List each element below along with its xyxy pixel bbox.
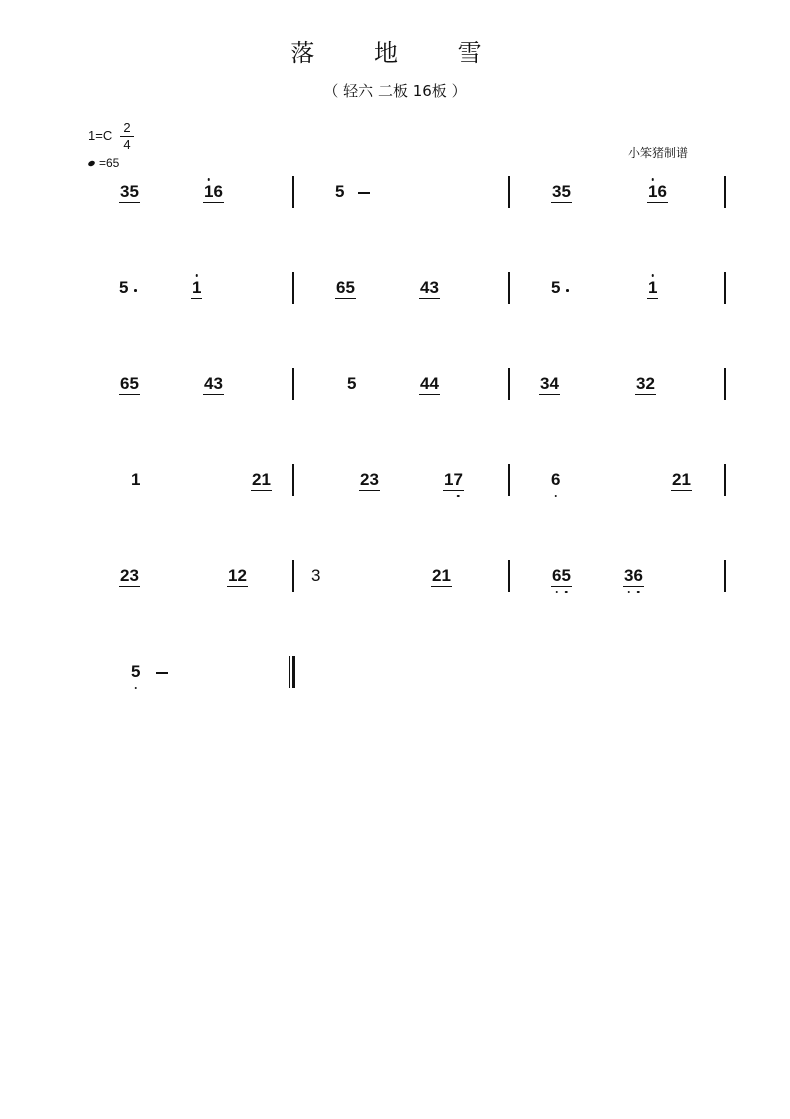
bar-line <box>508 272 510 304</box>
time-signature-numerator: 2 <box>120 120 134 137</box>
note-group: 23 <box>120 566 139 585</box>
final-barline <box>289 656 295 688</box>
time-signature <box>120 120 134 153</box>
score-row-4 <box>0 464 790 504</box>
note-group: 21 <box>672 470 691 489</box>
time-signature-denominator: 4 <box>123 137 131 152</box>
tempo-value: =65 <box>99 156 120 170</box>
score-row-1 <box>0 176 790 216</box>
note: 1 <box>131 470 141 489</box>
note-group: 32 <box>636 374 655 393</box>
note: 6 <box>551 470 561 489</box>
note-group: 35 <box>552 182 571 201</box>
score-row-5 <box>0 560 790 600</box>
extension-dash <box>358 192 370 194</box>
score-row-2 <box>0 272 790 312</box>
note-group: 43 <box>204 374 223 393</box>
note-group: 16 <box>204 182 223 201</box>
note-group: 34 <box>540 374 559 393</box>
bar-line <box>292 368 294 400</box>
bar-line <box>292 272 294 304</box>
augmentation-dot <box>566 289 569 292</box>
augmentation-dot <box>134 289 137 292</box>
arranger-credit: 小笨猪制谱 <box>628 146 689 160</box>
key-signature: 1=C <box>88 128 113 143</box>
score-row-3 <box>0 368 790 408</box>
note-group: 23 <box>360 470 379 489</box>
bar-line <box>508 464 510 496</box>
note-group: 12 <box>228 566 247 585</box>
bar-line <box>724 272 726 304</box>
score-title: 落 地 雪 <box>290 39 508 67</box>
note: 3 <box>311 566 321 585</box>
note: 5 <box>335 182 345 201</box>
note-group: 21 <box>432 566 451 585</box>
bar-line <box>508 176 510 208</box>
note-group: 1 <box>648 278 658 297</box>
bar-line <box>724 560 726 592</box>
note-group: 43 <box>420 278 439 297</box>
note-group: 35 <box>120 182 139 201</box>
note: 5 <box>119 278 129 297</box>
note-group: 65 <box>336 278 355 297</box>
bar-line <box>292 464 294 496</box>
bar-line <box>724 176 726 208</box>
note-group: 21 <box>252 470 271 489</box>
bar-line <box>508 560 510 592</box>
score-subtitle: （ 轻六 二板 16板 ） <box>323 82 467 100</box>
note-group: 36 <box>624 566 643 585</box>
note-group: 65 <box>552 566 571 585</box>
quarter-note-icon <box>87 159 95 166</box>
note-group: 16 <box>648 182 667 201</box>
bar-line <box>724 368 726 400</box>
note: 5 <box>131 662 141 681</box>
note-group: 17 <box>444 470 463 489</box>
note: 5 <box>347 374 357 393</box>
note-group: 44 <box>420 374 439 393</box>
bar-line <box>508 368 510 400</box>
tempo-marking <box>88 156 119 170</box>
note-group: 1 <box>192 278 202 297</box>
bar-line <box>292 560 294 592</box>
extension-dash <box>156 672 168 674</box>
note: 5 <box>551 278 561 297</box>
bar-line <box>724 464 726 496</box>
note-group: 65 <box>120 374 139 393</box>
score-row-6 <box>0 656 790 696</box>
bar-line <box>292 176 294 208</box>
